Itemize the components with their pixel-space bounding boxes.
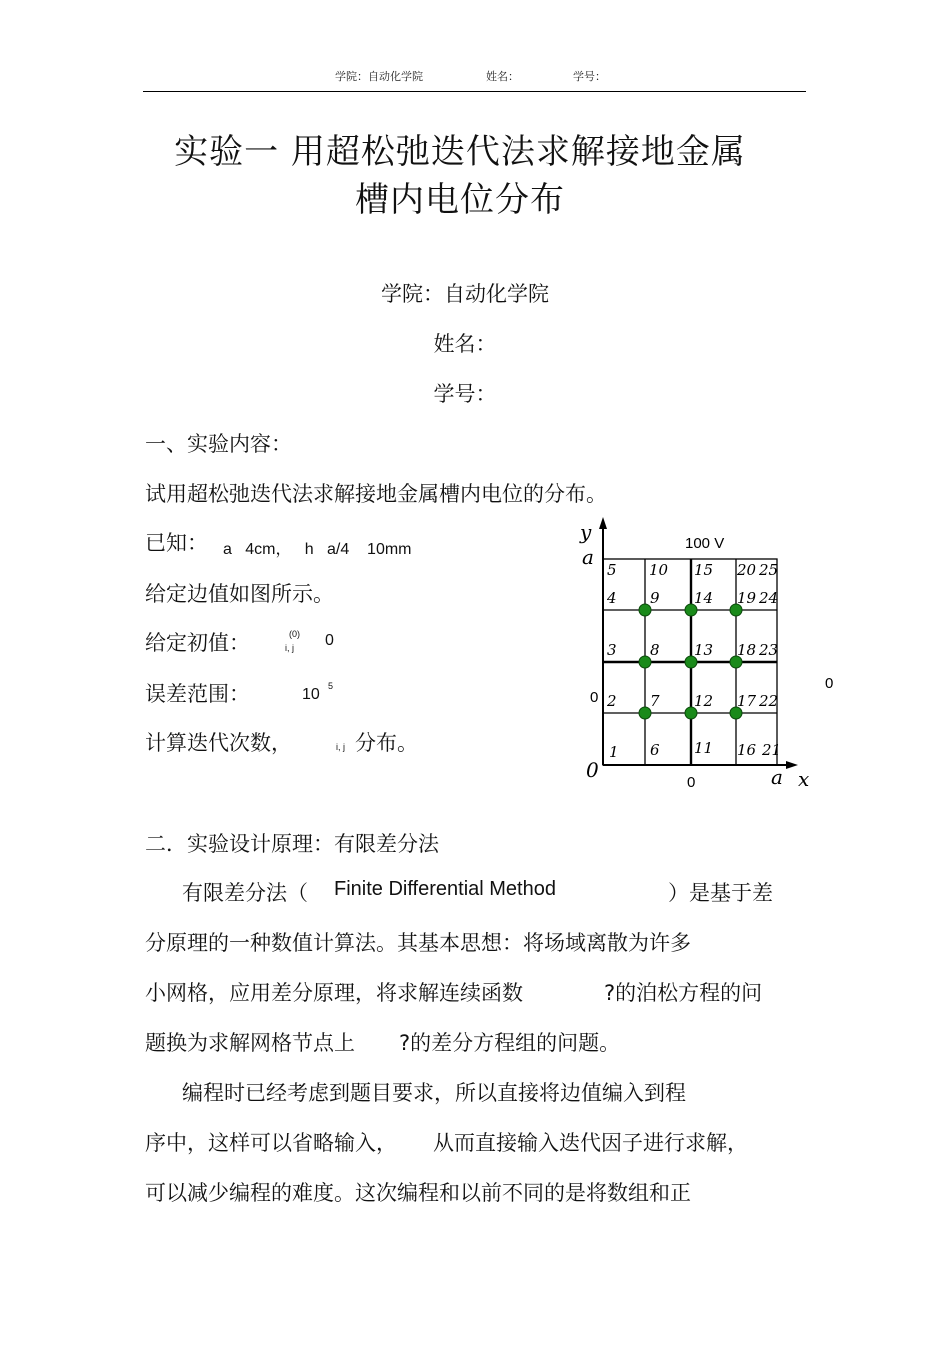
initial-sub: i, j [285, 643, 294, 653]
node-label: 22 [759, 692, 779, 710]
node-label: 3 [607, 641, 617, 659]
initial-label: 给定初值： [145, 631, 250, 655]
para1-english: Finite Differential Method [334, 878, 556, 900]
node-label: 20 [737, 561, 757, 579]
node-label: 1 [609, 743, 619, 761]
node-label: 7 [650, 692, 660, 710]
node-label: 9 [650, 589, 660, 607]
node-label: 21 [762, 741, 782, 759]
para5: 编程时已经考虑到题目要求，所以直接将边值编入到程 [182, 1081, 686, 1105]
y-axis-arrow [599, 517, 607, 529]
info-id: 学号： [433, 382, 497, 406]
y-axis-label: y [580, 520, 592, 544]
x-axis-label: x [798, 767, 810, 791]
node-label: 24 [759, 589, 779, 607]
node-label: 15 [694, 561, 714, 579]
a-top-label: a [582, 545, 594, 569]
error-label: 误差范围： [145, 682, 250, 706]
boundary-text: 给定边值如图所示。 [145, 582, 334, 606]
header-rule [143, 91, 806, 92]
a-right-label: a [771, 765, 783, 789]
known-label: 已知： [145, 531, 208, 555]
node-label: 6 [650, 741, 660, 759]
para6-start: 序中，这样可以省略输入， [145, 1131, 397, 1155]
section2-heading: 二．实验设计原理：有限差分法 [145, 832, 439, 856]
node-label: 18 [737, 641, 757, 659]
node-label: 16 [737, 741, 757, 759]
right-boundary-label: 0 [825, 675, 834, 692]
top-boundary-label: 100 V [685, 535, 725, 552]
iter-sub: i, j [336, 742, 345, 752]
para4-end: ?的差分方程组的问题。 [399, 1031, 621, 1055]
para3-start: 小网格，应用差分原理，将求解连续函数 [145, 981, 523, 1005]
para3-end: ?的泊松方程的问 [604, 981, 763, 1005]
title-line-1: 实验一 用超松弛迭代法求解接地金属 [174, 132, 746, 172]
initial-sup: (0) [289, 629, 300, 639]
para1-start: 有限差分法（ [182, 881, 308, 905]
para1-end: ）是基于差 [668, 881, 773, 905]
iter-label: 计算迭代次数， [145, 731, 292, 755]
iter-suffix: 分布。 [355, 731, 418, 755]
para7: 可以减少编程的难度。这次编程和以前不同的是将数组和正 [145, 1181, 691, 1205]
para2: 分原理的一种数值计算法。其基本思想：将场域离散为许多 [145, 931, 691, 955]
section1-task: 试用超松弛迭代法求解接地金属槽内电位的分布。 [145, 482, 607, 506]
error-exp: 5 [328, 681, 334, 691]
node-label: 8 [650, 641, 660, 659]
left-boundary-label: 0 [590, 689, 599, 706]
node-label: 13 [694, 641, 714, 659]
node-label: 17 [737, 692, 757, 710]
node-label: 11 [694, 739, 714, 757]
origin-label: 0 [586, 758, 599, 782]
node-label: 10 [649, 561, 669, 579]
known-value: a 4cm， h a/4 10mm [223, 541, 412, 558]
node-label: 25 [759, 561, 779, 579]
section1-heading: 一、实验内容： [145, 432, 292, 456]
header-name: 姓名： [486, 70, 519, 83]
para4-start: 题换为求解网格节点上 [145, 1031, 355, 1055]
para6-end: 从而直接输入迭代因子进行求解， [433, 1131, 748, 1155]
node-label: 19 [737, 589, 757, 607]
node-label: 4 [607, 589, 617, 607]
x-axis-arrow [786, 761, 798, 769]
info-name: 姓名： [433, 332, 497, 356]
initial-value: 0 [325, 632, 334, 649]
bottom-boundary-label: 0 [687, 774, 696, 791]
title-line-2: 槽内电位分布 [355, 180, 565, 220]
node-label: 23 [759, 641, 779, 659]
node-label: 12 [694, 692, 714, 710]
info-college: 学院：自动化学院 [381, 282, 549, 306]
header-college: 学院：自动化学院 [335, 70, 423, 83]
error-value: 10 [302, 686, 320, 703]
header-id: 学号： [573, 70, 606, 83]
node-label: 5 [607, 561, 617, 579]
node-label: 2 [607, 692, 617, 710]
grid-figure [570, 515, 840, 795]
node-label: 14 [694, 589, 714, 607]
